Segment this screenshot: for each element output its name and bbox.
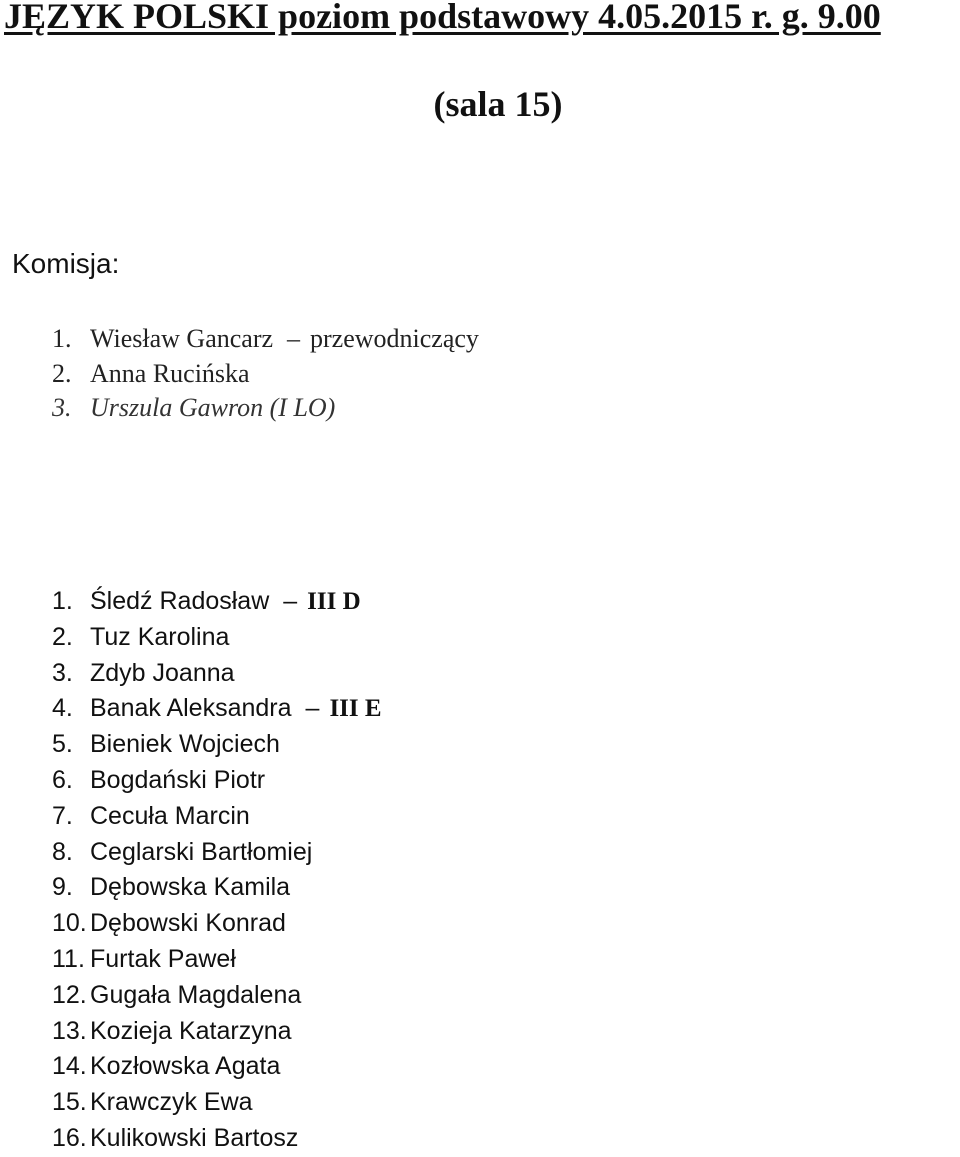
- student-name: Kozieja Katarzyna: [90, 1016, 292, 1045]
- student-name: Dębowska Kamila: [90, 873, 291, 902]
- student-item: [52, 1049, 382, 1085]
- student-item: [52, 1085, 382, 1121]
- member-number: 2.: [52, 358, 72, 388]
- student-class: III E: [329, 695, 382, 723]
- student-name: Śledź Radosław: [90, 587, 270, 615]
- student-number: 14.: [52, 1052, 87, 1081]
- student-name: Furtak Paweł: [90, 944, 236, 973]
- committee-member: [52, 357, 479, 392]
- student-name: Dębowski Konrad: [90, 909, 286, 938]
- student-number: 12.: [52, 980, 87, 1009]
- student-name: Banak Aleksandra: [90, 694, 292, 723]
- student-item: [52, 656, 382, 692]
- page-title: JĘZYK POLSKI poziom podstawowy 4.05.2015 r. g. 9.00: [4, 0, 881, 36]
- exam-room: (sala 15): [433, 84, 563, 124]
- member-name: Urszula Gawron (I LO): [90, 393, 336, 422]
- member-dash: –: [287, 324, 301, 353]
- student-number: 4.: [52, 694, 73, 723]
- student-item: [52, 906, 382, 942]
- student-item: [52, 978, 382, 1014]
- student-item: [52, 727, 382, 763]
- member-number: 1.: [52, 324, 72, 353]
- member-role: przewodniczący: [310, 324, 479, 353]
- student-name: Cecuła Marcin: [90, 801, 250, 830]
- student-item: [52, 691, 382, 727]
- student-number: 11.: [52, 944, 85, 973]
- student-item: [52, 799, 382, 835]
- student-item: [52, 620, 382, 656]
- student-item: [52, 835, 382, 871]
- student-name: Tuz Karolina: [90, 622, 230, 651]
- student-item: [52, 584, 382, 620]
- committee-member: [52, 322, 479, 357]
- student-name: Gugała Magdalena: [90, 980, 302, 1009]
- student-number: 9.: [52, 873, 73, 902]
- student-name: Krawczyk Ewa: [90, 1088, 253, 1117]
- student-number: 10.: [52, 909, 87, 938]
- student-name: Ceglarski Bartłomiej: [90, 837, 313, 866]
- student-class: III D: [307, 588, 361, 615]
- student-number: 15.: [52, 1088, 87, 1117]
- student-number: 5.: [52, 730, 73, 759]
- student-number: 8.: [52, 837, 73, 866]
- student-number: 2.: [52, 622, 73, 651]
- student-number: 16.: [52, 1123, 87, 1152]
- member-number: 3.: [52, 393, 72, 422]
- student-dash: –: [283, 587, 298, 615]
- student-name: Kulikowski Bartosz: [90, 1123, 299, 1152]
- student-name: Bogdański Piotr: [90, 765, 266, 794]
- student-dash: –: [305, 694, 320, 723]
- member-name: Anna Rucińska: [90, 358, 250, 388]
- student-number: 1.: [52, 587, 73, 615]
- student-name: Kozłowska Agata: [90, 1052, 281, 1081]
- student-item: [52, 942, 382, 978]
- student-number: 7.: [52, 801, 73, 830]
- student-item: [52, 1121, 382, 1157]
- student-number: 3.: [52, 658, 73, 687]
- student-item: [52, 763, 382, 799]
- committee-member: [52, 391, 479, 426]
- students-list: [52, 584, 382, 1157]
- student-item: [52, 1014, 382, 1050]
- committee-list: [52, 322, 479, 426]
- student-name: Bieniek Wojciech: [90, 730, 280, 759]
- committee-heading: Komisja:: [12, 248, 120, 279]
- student-item: [52, 870, 382, 906]
- student-number: 6.: [52, 765, 73, 794]
- student-name: Zdyb Joanna: [90, 658, 235, 687]
- student-number: 13.: [52, 1016, 87, 1045]
- member-name: Wiesław Gancarz: [90, 324, 274, 353]
